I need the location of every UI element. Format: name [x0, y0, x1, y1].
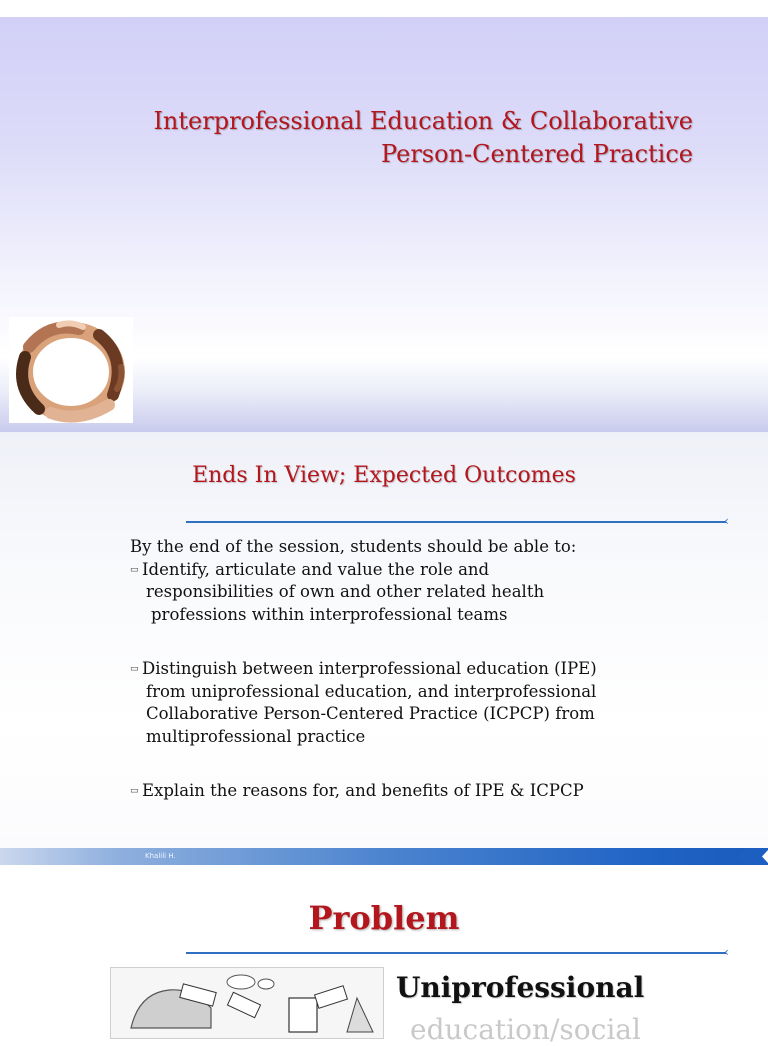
title-line-1: Interprofessional Education & Collaborative — [153, 107, 693, 135]
footer-arrow-icon — [736, 848, 768, 865]
title-underline — [186, 521, 726, 523]
slide-title — [153, 105, 693, 171]
bullet-line: responsibilities of own and other related health — [146, 582, 545, 601]
bullet-item — [130, 658, 690, 748]
hands-circle-image — [9, 317, 133, 423]
slide-subheading: education/social — [410, 1013, 641, 1046]
outcomes-body — [130, 536, 690, 803]
underline-end-icon: ‹ — [724, 514, 729, 528]
silos-sketch-image — [110, 967, 384, 1039]
bullet-line: multiprofessional practice — [146, 726, 366, 746]
bullet-icon: ▭ — [130, 564, 139, 575]
bullet-line: Collaborative Person-Centered Practice (ICPCP) from — [146, 704, 595, 723]
bullet-line: Identify, articulate and value the role and — [142, 559, 490, 579]
outcomes-slide — [0, 432, 768, 848]
problem-slide — [0, 865, 768, 1046]
title-slide — [0, 17, 768, 432]
bullet-line: from uniprofessional education, and interprofessional — [146, 681, 597, 701]
bullet-line: professions within interprofessional teams — [151, 604, 508, 624]
slide-footer-bar — [0, 848, 768, 865]
bullet-line: Distinguish between interprofessional education (IPE) — [142, 659, 597, 678]
intro-text: By the end of the session, students should be able to: — [130, 537, 577, 556]
bullet-item — [130, 559, 690, 627]
title-line-2: Person-Centered Practice — [381, 140, 693, 168]
slide-title: Problem — [308, 899, 460, 937]
bullet-icon: ▭ — [130, 786, 139, 796]
bullet-item — [130, 780, 690, 803]
bullet-line: Explain the reasons for, and benefits of IPE & ICPCP — [142, 781, 584, 800]
underline-end-icon: ‹ — [724, 945, 729, 959]
bullet-icon: ▭ — [130, 664, 139, 674]
slide-title: Ends In View; Expected Outcomes — [192, 463, 576, 488]
footer-author: Khalili H. — [145, 852, 176, 860]
slide-heading: Uniprofessional — [396, 971, 645, 1004]
title-underline — [186, 952, 726, 954]
